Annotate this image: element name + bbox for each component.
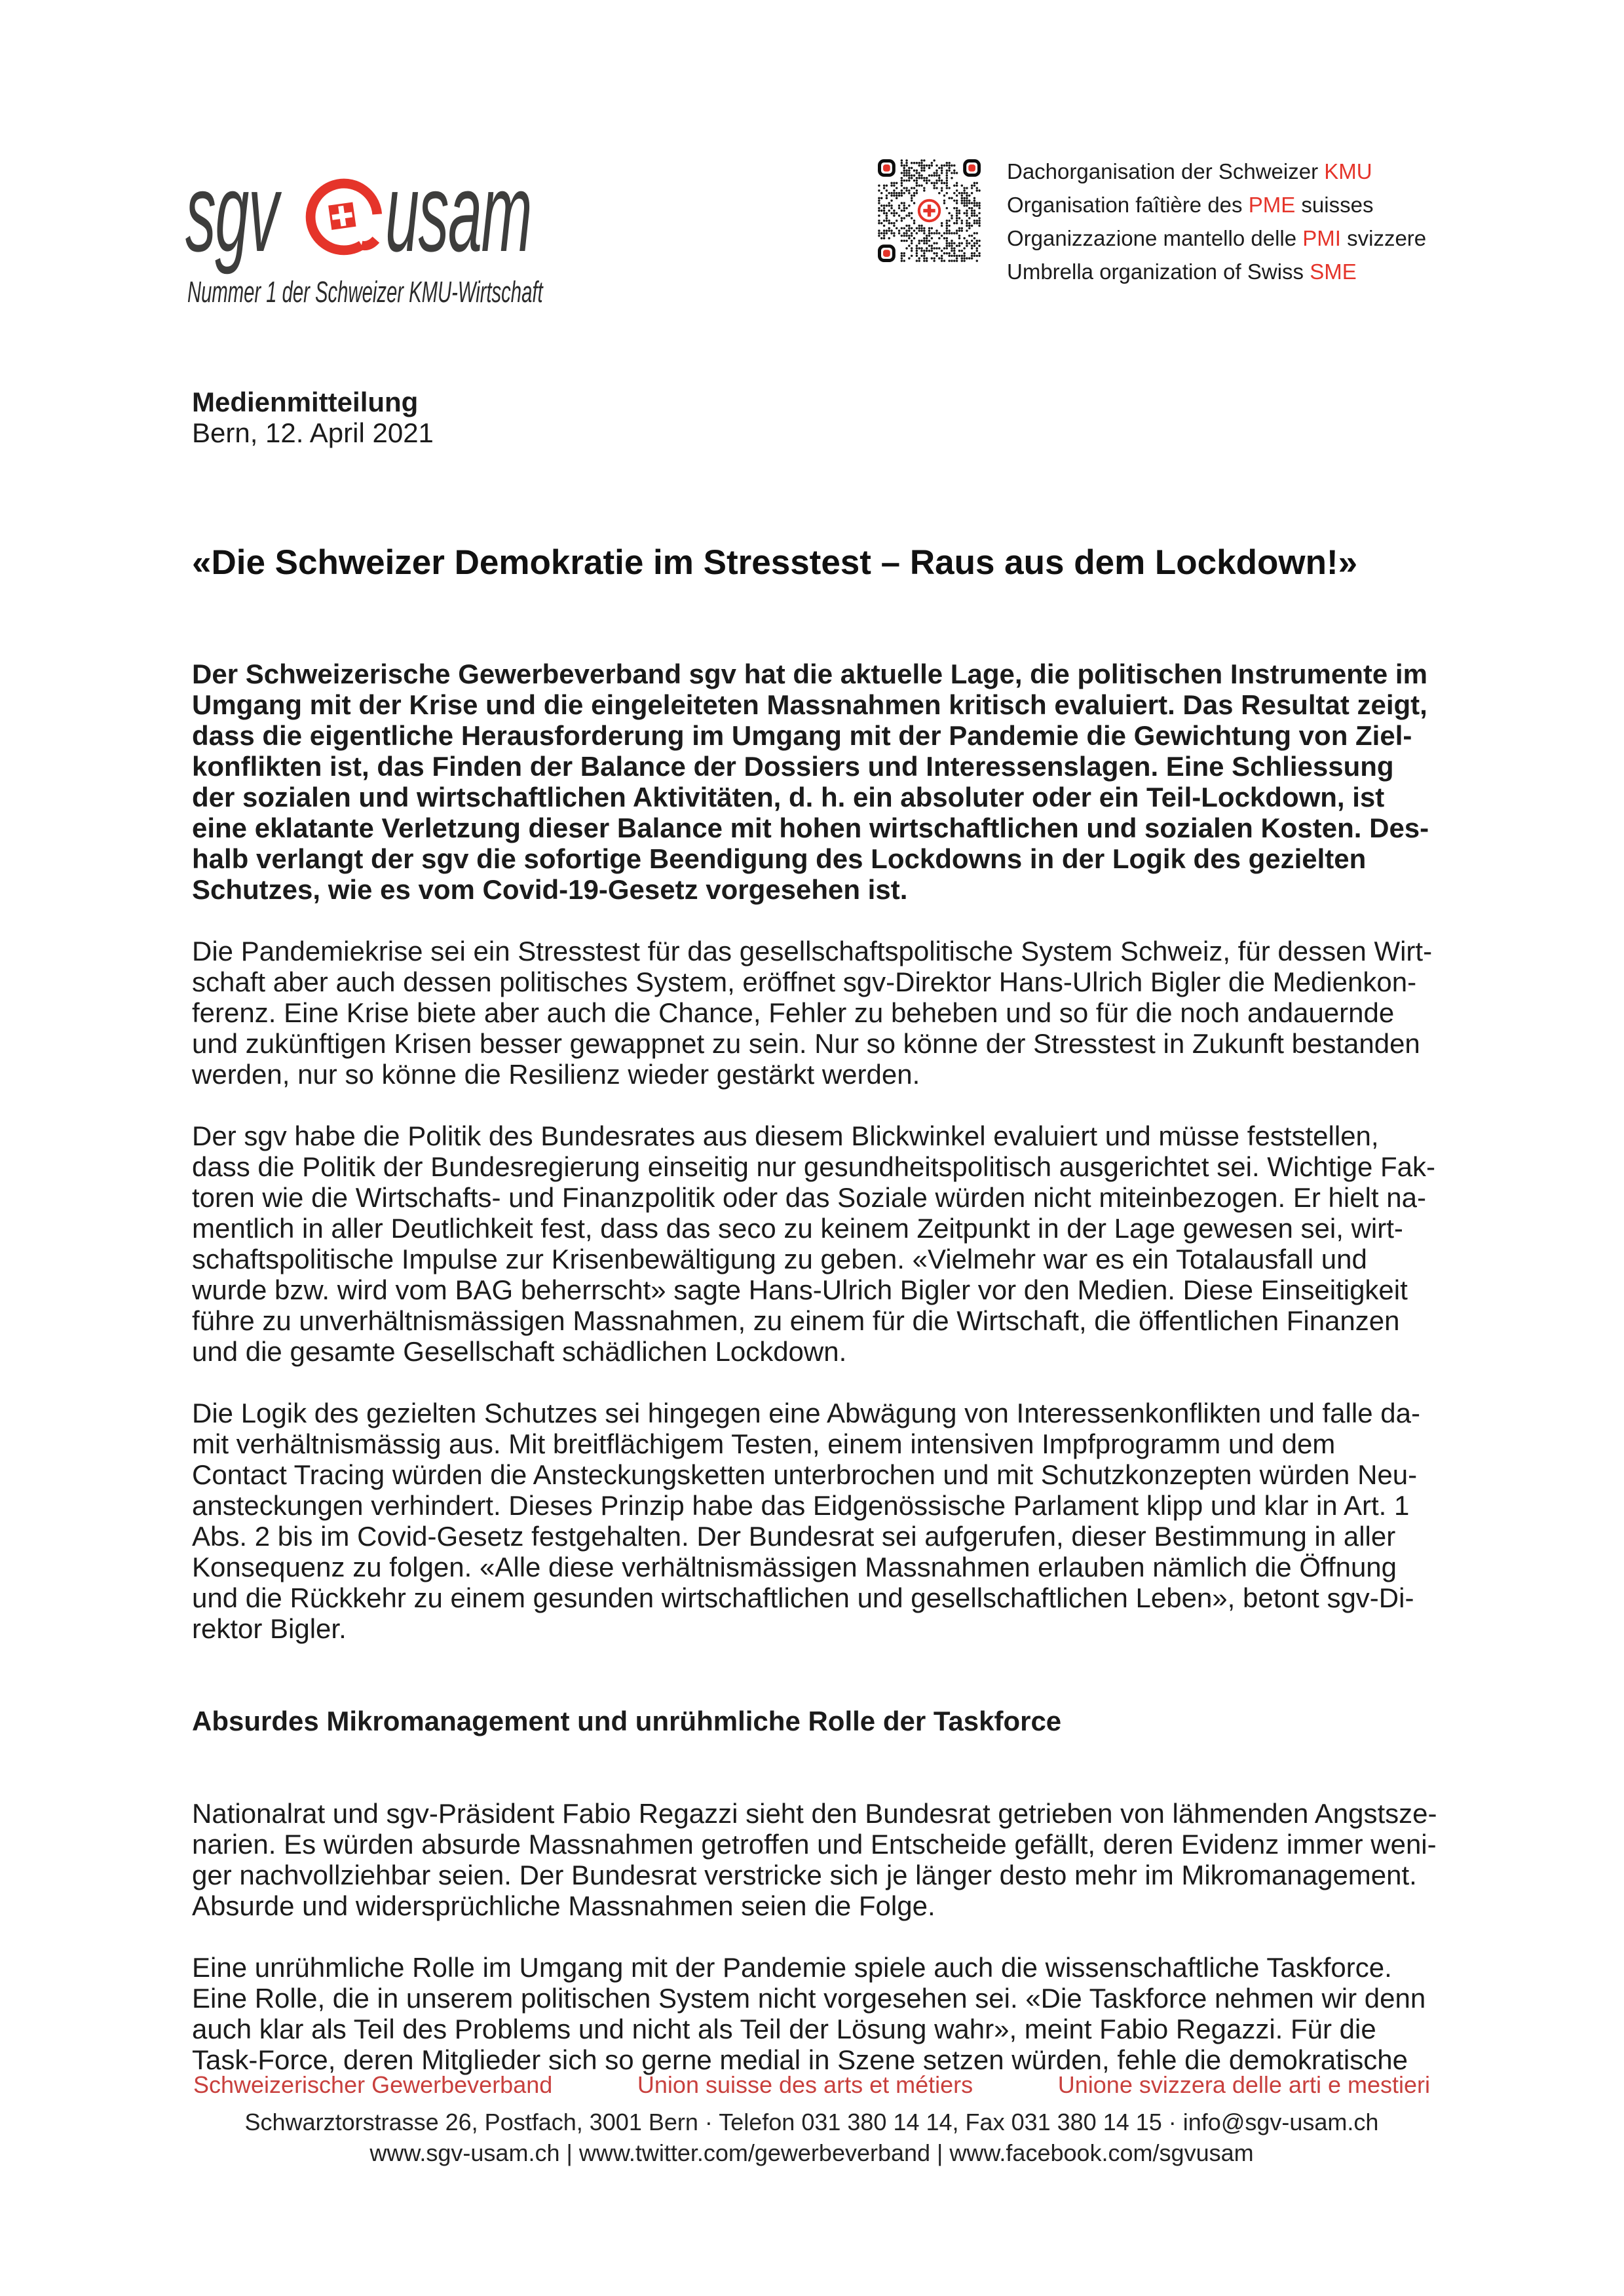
footer-address: Schwarztorstrasse 26, Postfach, 3001 Bern · Telefon 031 380 14 14, Fax 031 380 14 15 · info@sgv-usam.ch xyxy=(244,2109,1379,2135)
paragraph xyxy=(192,936,1433,1090)
paragraph xyxy=(192,1120,1436,1367)
logo-text-usam: usam xyxy=(385,151,532,275)
text-line: schaft aber auch dessen politisches System, eröffnet sgv-Direktor Hans-Ulrich Bigler die Medienkon- xyxy=(192,966,1417,997)
org-line-it: Organizzazione mantello delle PMI svizzere xyxy=(1007,226,1427,250)
text-line: ger nachvollziehbar seien. Der Bundesrat verstricke sich je länger desto mehr im Mikromanagement. xyxy=(192,1860,1417,1890)
text-line: und die gesamte Gesellschaft schädlichen Lockdown. xyxy=(192,1336,847,1367)
document-type-label: Medienmitteilung xyxy=(192,387,419,417)
text-line: Konsequenz zu folgen. «Alle diese verhältnismässigen Massnahmen erlauben nämlich die Öffnung xyxy=(192,1552,1397,1582)
footer-org-it: Unione svizzera delle arti e mestieri xyxy=(1057,2071,1430,2098)
text-line: Nationalrat und sgv-Präsident Fabio Regazzi sieht den Bundesrat getrieben von lähmenden Angstsze- xyxy=(192,1798,1437,1829)
document-body xyxy=(192,659,1437,2075)
org-description-lines xyxy=(1007,155,1426,288)
text-line: wurde bzw. wird vom BAG beherrscht» sagte Hans-Ulrich Bigler vor den Medien. Diese Einseitigkeit xyxy=(192,1274,1408,1305)
subheading xyxy=(192,1706,1412,1736)
text-line: und die Rückkehr zu einem gesunden wirtschaftlichen und gesellschaftlichen Leben», betont sgv-Di- xyxy=(192,1582,1414,1613)
text-line: werden, nur so könne die Resilienz wieder gestärkt werden. xyxy=(192,1059,920,1090)
text-line: der sozialen und wirtschaftlichen Aktivitäten, d. h. ein absoluter oder ein Teil-Lockdown, ist xyxy=(192,782,1385,813)
text-line: führe zu unverhältnismässigen Massnahmen, zu einem für die Wirtschaft, die öffentlichen Finanzen xyxy=(192,1305,1400,1336)
text-line: und zukünftigen Krisen besser gewappnet zu sein. Nur so könne der Stresstest in Zukunft bestanden xyxy=(192,1028,1420,1059)
dateline: Bern, 12. April 2021 xyxy=(192,417,434,448)
text-line: schaftspolitische Impulse zur Krisenbewältigung zu geben. «Vielmehr war es ein Totalausfall und xyxy=(192,1244,1367,1274)
text-line: Schutzes, wie es vom Covid-19-Gesetz vorgesehen ist. xyxy=(192,874,908,905)
footer-org-fr: Union suisse des arts et métiers xyxy=(637,2071,973,2098)
footer-links: www.sgv-usam.ch | www.twitter.com/gewerbeverband | www.facebook.com/sgvusam xyxy=(369,2139,1254,2166)
text-line: Task-Force, deren Mitglieder sich so gerne medial in Szene setzen würden, fehle die demokratische xyxy=(192,2044,1408,2075)
logo-tagline: Nummer 1 der Schweizer KMU-Wirtschaft xyxy=(187,275,543,309)
text-line: Contact Tracing würden die Ansteckungsketten unterbrochen und mit Schutzkonzepten würden Neu- xyxy=(192,1459,1418,1490)
paragraph xyxy=(192,1398,1420,1644)
paragraph xyxy=(192,1952,1426,2075)
org-line-de: Dachorganisation der Schweizer KMU xyxy=(1007,159,1372,183)
text-line: Die Pandemiekrise sei ein Stresstest für das gesellschaftspolitische System Schweiz, für dessen Wirt- xyxy=(192,936,1433,966)
text-line: halb verlangt der sgv die sofortige Beendigung des Lockdowns in der Logik des gezielten xyxy=(192,843,1367,874)
qr-code xyxy=(878,159,981,262)
text-line: rektor Bigler. xyxy=(192,1613,347,1644)
text-line: Absurde und widersprüchliche Massnahmen seien die Folge. xyxy=(192,1890,935,1921)
text-line: narien. Es würden absurde Massnahmen getroffen und Entscheide gefällt, deren Evidenz immer weni- xyxy=(192,1829,1437,1860)
text-line: ansteckungen verhindert. Dieses Prinzip habe das Eidgenössische Parlament klipp und klar in Art. 1 xyxy=(192,1490,1410,1521)
org-line-fr: Organisation faîtière des PME suisses xyxy=(1007,193,1374,217)
text-line: Der sgv habe die Politik des Bundesrates aus diesem Blickwinkel evaluiert und müsse feststellen, xyxy=(192,1120,1379,1151)
paragraph xyxy=(192,1798,1437,1921)
text-line: Der Schweizerische Gewerbeverband sgv hat die aktuelle Lage, die politischen Instrumente im xyxy=(192,659,1427,689)
logo-text-sgv: sgv xyxy=(185,151,278,275)
qr-center-emblem-icon xyxy=(919,201,939,221)
org-line-en: Umbrella organization of Swiss SME xyxy=(1007,259,1357,284)
text-line: konflikten ist, das Finden der Balance der Dossiers und Interessenslagen. Eine Schliessung xyxy=(192,751,1394,782)
text-line: mit verhältnismässig aus. Mit breitflächigem Testen, einem intensiven Impfprogramm und dem xyxy=(192,1428,1336,1459)
text-line: ferenz. Eine Krise biete aber auch die Chance, Fehler zu beheben und so für die noch andauernde xyxy=(192,997,1395,1028)
text-line: Abs. 2 bis im Covid-Gesetz festgehalten. Der Bundesrat sei aufgerufen, dieser Bestimmung in aller xyxy=(192,1521,1396,1552)
page-title: «Die Schweizer Demokratie im Stresstest – Raus aus dem Lockdown!» xyxy=(192,543,1358,582)
text-line: Absurdes Mikromanagement und unrühmliche Rolle der Taskforce xyxy=(192,1706,1062,1736)
main-text-column xyxy=(192,387,1437,2106)
footer-org-de: Schweizerischer Gewerbeverband xyxy=(193,2071,553,2098)
text-line: dass die Politik der Bundesregierung einseitig nur gesundheitspolitisch ausgerichtet sei. Wichtige Fak- xyxy=(192,1151,1436,1182)
text-line: dass die eigentliche Herausforderung im Umgang mit der Pandemie die Gewichtung von Ziel- xyxy=(192,720,1412,751)
page-footer xyxy=(193,2069,1430,2168)
footer-org-names xyxy=(193,2069,1430,2100)
text-line: mentlich in aller Deutlichkeit fest, dass das seco zu keinem Zeitpunkt in der Lage gewesen sei, wirt- xyxy=(192,1213,1403,1244)
text-line: Eine unrühmliche Rolle im Umgang mit der Pandemie spiele auch die wissenschaftliche Taskforce. xyxy=(192,1952,1392,1983)
text-line: eine eklatante Verletzung dieser Balance mit hohen wirtschaftlichen und sozialen Kosten. Des- xyxy=(192,813,1429,843)
text-line: Umgang mit der Krise und die eingeleiteten Massnahmen kritisch evaluiert. Das Resultat zeigt, xyxy=(192,689,1427,720)
lead-paragraph xyxy=(192,659,1429,905)
text-line: Eine Rolle, die in unserem politischen System nicht vorgesehen sei. «Die Taskforce nehmen wir denn xyxy=(192,1983,1426,2014)
sgv-emblem-icon xyxy=(300,176,388,263)
text-line: toren wie die Wirtschafts- und Finanzpolitik oder das Soziale würden nicht miteinbezogen. Er hielt na- xyxy=(192,1182,1426,1213)
text-line: Die Logik des gezielten Schutzes sei hingegen eine Abwägung von Interessenkonflikten und falle da- xyxy=(192,1398,1420,1428)
text-line: auch klar als Teil des Problems und nicht als Teil der Lösung wahr», meint Fabio Regazzi. Für die xyxy=(192,2014,1376,2044)
